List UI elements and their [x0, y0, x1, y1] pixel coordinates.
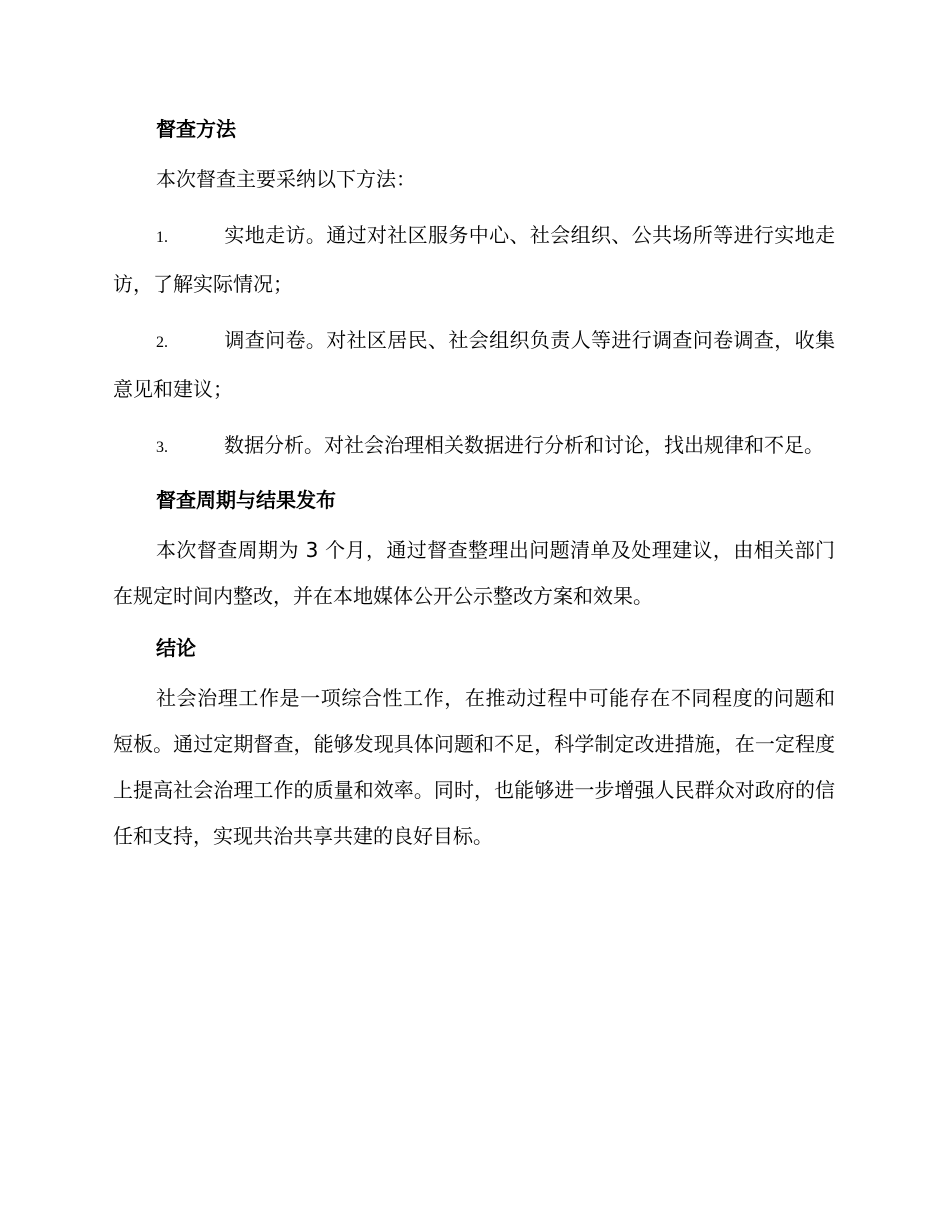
list-item — [113, 422, 835, 471]
document-content — [113, 112, 835, 859]
cycle-paragraph: 本次督查周期为 3 个月，通过督查整理出问题清单及处理建议，由相关部门在规定时间内整改，并在本地媒体公开公示整改方案和效果。 — [113, 538, 835, 608]
section-heading-conclusion: 结论 — [156, 636, 196, 660]
methods-intro: 本次督查主要采纳以下方法： — [156, 167, 416, 191]
list-number: 2. — [156, 334, 168, 351]
list-number: 1. — [156, 229, 168, 246]
list-item-text: 实地走访。通过对社区服务中心、社会组织、公共场所等进行实地走访，了解实际情况； — [113, 223, 835, 296]
list-item — [113, 212, 835, 307]
list-item-text: 调查问卷。对社区居民、社会组织负责人等进行调查问卷调查，收集意见和建议； — [113, 328, 835, 401]
list-item-text: 数据分析。对社会治理相关数据进行分析和讨论，找出规律和不足。 — [224, 433, 824, 457]
section-heading-cycle: 督查周期与结果发布 — [156, 488, 336, 512]
list-number: 3. — [156, 439, 168, 456]
conclusion-paragraph: 社会治理工作是一项综合性工作，在推动过程中可能存在不同程度的问题和短板。通过定期督查，能够发现具体问题和不足，科学制定改进措施，在一定程度上提高社会治理工作的质量和效率。同时，也能够进一步增强人民群众对政府的信任和支持，实现共治共享共建的良好目标。 — [113, 686, 835, 848]
section-heading-methods: 督查方法 — [156, 117, 236, 141]
list-item — [113, 317, 835, 412]
